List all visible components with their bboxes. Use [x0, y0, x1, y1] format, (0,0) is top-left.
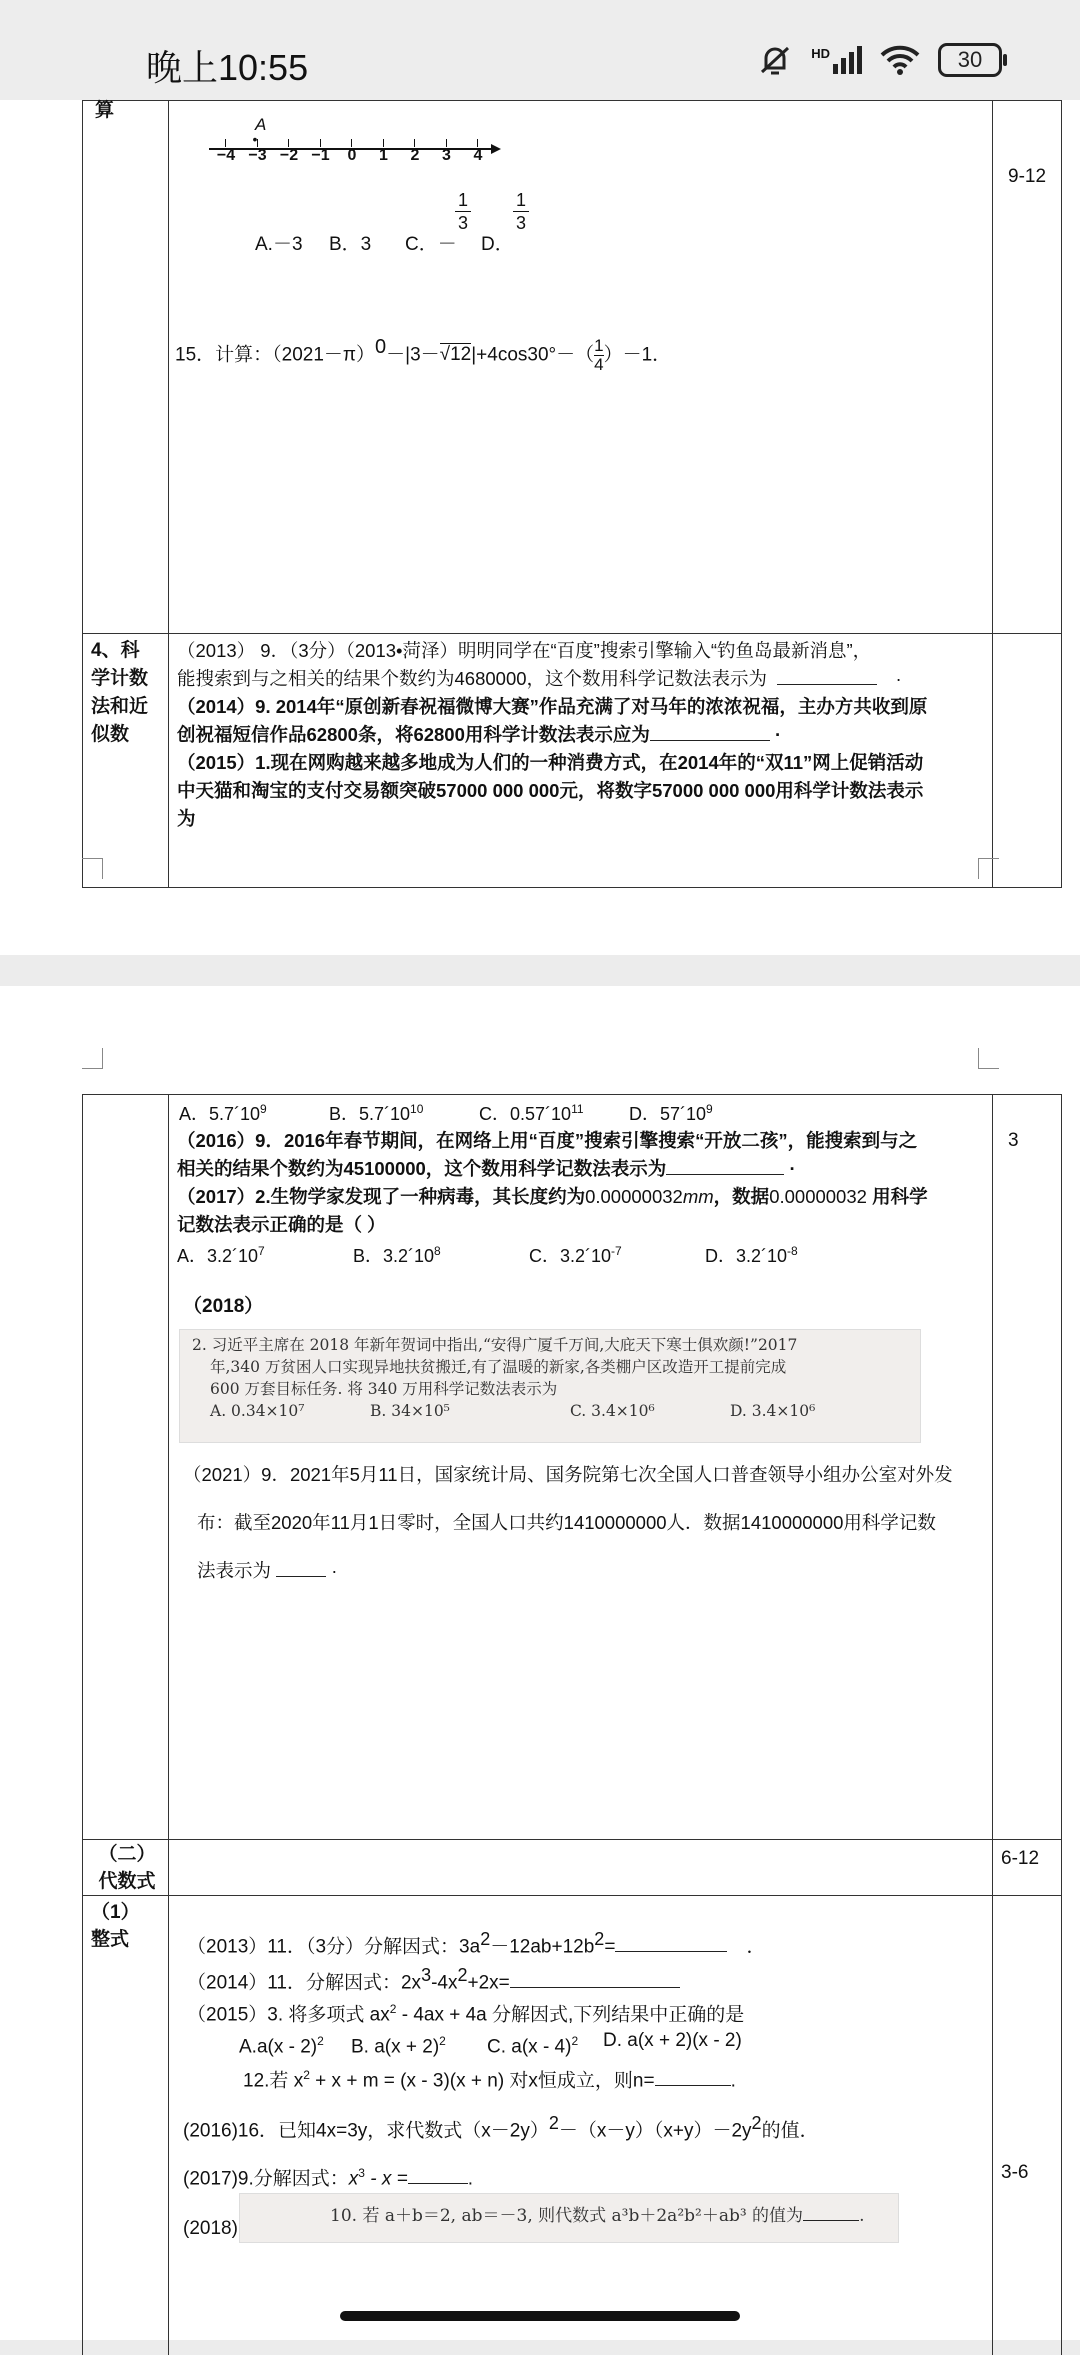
scan-line: 年,340 万贫困人口实现异地扶贫搬迁,有了温暖的新家,各类棚户区改造开工提前完成 [210, 1358, 787, 1376]
number-line-tick [225, 139, 226, 147]
q14-option-b: B．3 [329, 234, 372, 255]
q15-frac-num: 1 [594, 335, 604, 355]
section-4-label-line: 法和近 [91, 696, 149, 717]
table-page-1 [82, 100, 1062, 888]
difficulty-range-612: 6-12 [1001, 1848, 1040, 1869]
table-page-2 [82, 1094, 1062, 2355]
text-line: 创祝福短信作品62800条，将62800用科学计数法表示应为 · [177, 724, 782, 745]
number-line-tick [351, 139, 352, 147]
question-2021 [183, 1451, 953, 1595]
q-12-a: 12.若 x [243, 2070, 304, 2092]
difficulty-range-36: 3-6 [1001, 2162, 1029, 2183]
subsection-1-label [91, 1899, 140, 1953]
number-line-tick-label: 4 [473, 147, 483, 164]
number-line-tick-label: −1 [311, 147, 330, 164]
virus-length-unit: mm [682, 1186, 714, 1207]
text-line [177, 1183, 928, 1211]
status-icons [757, 42, 1002, 78]
option-2015-factor: A.a(x - 2)$^2$ [239, 2034, 324, 2058]
q15-expression: 15．计算：$(2021-\pi)^0-|3-√12|+4\cos 30^\circ-$（ $\frac{1}{4}$ ）－1． [175, 335, 672, 374]
status-bar [0, 0, 1080, 100]
section-4-label [91, 637, 148, 749]
mute-bell-icon [757, 42, 793, 78]
number-line-tick-label: −3 [248, 147, 267, 164]
difficulty-range-1: 9-12 [1008, 166, 1047, 187]
q15-rest: |+4cos30°－（ [471, 344, 595, 366]
number-line-tick [477, 139, 478, 147]
q14-option-d: D． [481, 234, 514, 255]
q15-text: 15．计算：（2021－π） [175, 344, 376, 366]
virus-length-value: 0.00000032 [585, 1186, 683, 1207]
text-line: 布：截至2020年11月1日零时，全国人口共约1410000000人．数据1410000000用科学记数 [197, 1512, 936, 1533]
section-4-label-line: 4、科 [91, 640, 140, 661]
section-2-label-line: 代数式 [98, 1871, 156, 1892]
text-line-2013: 能搜索到与之相关的结果个数约为4680000，这个数用科学记数法表示为 [177, 668, 768, 689]
text-line: 记数法表示正确的是（ ） [177, 1214, 386, 1235]
battery-icon [938, 43, 1002, 77]
text-line-2017-mid: ，数据 [713, 1186, 770, 1207]
scan-option: B. 34×10⁵ [370, 1402, 450, 1420]
number-line-tick [383, 139, 384, 147]
option-2015: C．$0.57´10^{11}$ [479, 1102, 584, 1124]
scan-line: 10. 若 a＋b＝2, ab＝－3, 则代数式 a³b＋2a²b²＋ab³ 的值为 [330, 2206, 804, 2226]
option-2015: D．$57´10^9$ [629, 1102, 713, 1124]
scan-line: 2. 习近平主席在 2018 年新年贺词中指出,“安得广厦千万间,大庇天下寒士俱欢颜!”2017 [192, 1336, 798, 1354]
q-2016-b: －（x－y）（x+y）－2y [558, 2120, 752, 2142]
option-2015: B．$5.7´10^{10}$ [329, 1102, 424, 1124]
q-2016-a: (2016)16．已知4x=3y，求代数式（x－2y） [183, 2120, 549, 2142]
scan-line: 600 万套目标任务. 将 340 万用科学记数法表示为 [210, 1380, 558, 1398]
q-2017-c: - x = [364, 2168, 408, 2190]
network-label: HD [811, 46, 830, 61]
number-line-tick [446, 139, 447, 147]
option-2017: B．$3.2´10^8$ [353, 1244, 441, 1266]
q15-exponent: 0 [375, 336, 387, 358]
text-line: （2015）1.现在网购越来越多地成为人们的一种消费方式，在2014年的“双11”网上促销活动 [177, 752, 924, 773]
number-line-tick [288, 139, 289, 147]
option-2015-factor: B. $a(x + 2)^2$ [351, 2034, 446, 2058]
number-line-tick-label: −2 [279, 147, 299, 164]
signal-icon [811, 46, 862, 74]
text-line: 能搜索到与之相关的结果个数约为4680000，这个数用科学记数法表示为 · [177, 668, 902, 689]
option-2017: C．$3.2´10^{-7}$ [529, 1244, 622, 1266]
number-line-tick-label: 3 [442, 147, 451, 164]
point-a-label: A [255, 115, 267, 134]
questions-2016-2017 [177, 1127, 928, 1239]
q14-option-a: A.－3 [255, 234, 303, 255]
number-line-tick-label: −4 [216, 147, 236, 164]
text-line: 相关的结果个数约为45100000，这个数用科学记数法表示为 · [177, 1158, 796, 1179]
fraction-c-den: 3 [455, 211, 471, 234]
q-2015-a: （2015）3. 将多项式 ax [187, 2004, 390, 2026]
scan-option: C. 3.4×10⁶ [570, 1402, 655, 1420]
fraction-d-num: 1 [515, 190, 526, 210]
q-2013-b: －12ab+12b [490, 1936, 595, 1958]
q-12-identity: 12.若 $x^2 + x + m = (x - 3)(x + n)$ 对x恒成立，则n= . [243, 2068, 736, 2092]
scan-options [180, 1400, 920, 1422]
text-line-2017-tail: 用科学 [872, 1186, 928, 1207]
section-4-label-line: 似数 [91, 724, 130, 745]
q-2017-b: x [348, 2168, 359, 2190]
year-2018-label: （2018） [183, 1296, 264, 1317]
number-line-tick [320, 139, 321, 147]
text-line: 法表示为 · [197, 1560, 338, 1581]
q-2013-end: ． [746, 1936, 766, 1958]
scan-option: D. 3.4×10⁶ [730, 1402, 816, 1420]
subsection-1-label-line: 整式 [91, 1929, 130, 1950]
q15-frac-den: 4 [594, 354, 604, 374]
home-indicator[interactable] [340, 2311, 740, 2321]
q-2014-b: -4x [431, 1972, 458, 1994]
option-2017: D．$3.2´10^{-8}$ [705, 1244, 798, 1266]
option-2015: A．$5.7´10^9$ [179, 1102, 267, 1124]
number-line-tick-label: 2 [410, 147, 420, 164]
option-2015-factor: C. a(x - 4)$^2$ [487, 2034, 579, 2058]
scanned-question-2018 [179, 1329, 921, 1443]
number-line-tick-label: 0 [347, 147, 357, 164]
text-line: （2014）9. 2014年“原创新春祝福微博大赛”作品充满了对马年的浓浓祝福，主办方共收到原 [177, 696, 928, 717]
q-2016-c: 的值． [761, 2120, 819, 2142]
text-line-2017: （2017）2.生物学家发现了一种病毒，其长度约为 [177, 1186, 586, 1207]
text-line-2021: 法表示为 [197, 1560, 272, 1581]
point-a-marker: • [252, 131, 258, 147]
document-page-1 [0, 100, 1080, 955]
scan-option: A. 0.34×10⁷ [210, 1402, 305, 1420]
q-2017-factor: (2017)9.分解因式：$x^3$ - x = . [183, 2166, 474, 2190]
q14-option-c: C．－ [405, 234, 457, 255]
q-2015-factor: （2015）3. 将多项式 $ax^2 - 4ax + 4a$ 分解因式,下列结果中正确的是 [187, 2002, 745, 2026]
option-2015-factor: D. a(x + 2)(x - 2) [603, 2030, 742, 2051]
text-line-2014: 创祝福短信作品62800条，将62800用科学计数法表示应为 [177, 724, 650, 745]
text-line: 中天猫和淘宝的支付交易额突破57000 000 000元，将数字57000 000 000用科学计数法表示 [177, 780, 924, 801]
section-4-body [177, 637, 927, 833]
number-line-tick-label: 1 [379, 147, 388, 164]
q-2018-label: (2018) [183, 2218, 238, 2239]
fraction-c [455, 189, 471, 234]
text-line: （2016）9．2016年春节期间，在网络上用“百度”搜索引擎搜索“开放二孩”，能搜索到与之 [177, 1130, 918, 1151]
page-corner-mark [978, 858, 999, 879]
section-4-label-line: 学计数 [91, 668, 149, 689]
difficulty-range-3: 3 [1008, 1130, 1019, 1151]
scanned-question-2018-algebra: 10. 若 a＋b＝2, ab＝－3, 则代数式 a³b＋2a²b²＋ab³ 的值为 . [239, 2193, 899, 2243]
q-2017-a: (2017)9.分解因式： [183, 2168, 349, 2190]
section-2-label [91, 1841, 163, 1895]
section-label-calc: 算 [95, 100, 115, 121]
option-2017: A．$3.2´10^7$ [177, 1244, 265, 1266]
q-2015-rest: - 4ax + 4a 分解因式,下列结果中正确的是 [396, 2004, 745, 2026]
battery-level: 30 [957, 47, 983, 72]
section-2-label-line: （二） [98, 1844, 156, 1865]
page-corner-mark [82, 858, 103, 879]
page-corner-mark [82, 1048, 103, 1069]
status-time: 晚上10:55 [146, 47, 309, 88]
q-12-b: + x + m = (x - 3)(x + n) 对x恒成立，则n= [309, 2070, 655, 2092]
document-page-2 [0, 986, 1080, 2340]
q-2013-factor: （2013）11．（3分）分解因式：$3a^2-12ab+12b^2=$ ． [187, 1929, 766, 1958]
q-2013-a: （2013）11．（3分）分解因式：3a [187, 1936, 481, 1958]
text-line: （2021）9．2021年5月11日，国家统计局、国务院第七次全国人口普查领导小组办公室对外发 [183, 1464, 953, 1485]
q-2014-c: +2x= [467, 1972, 510, 1994]
q-2016-algebra: (2016)16．已知4x=3y，求代数式$(x-2y)^2-(x-y)(x+y)-2y^2$的值． [183, 2113, 819, 2142]
fraction-d-den: 3 [513, 211, 529, 234]
wifi-icon [880, 44, 920, 76]
text-line-2016: 相关的结果个数约为45100000，这个数用科学记数法表示为 [177, 1158, 667, 1179]
q-2013-c: = [604, 1936, 616, 1958]
virus-length-value-2: 0.00000032 [769, 1186, 867, 1207]
q15-sqrt: 12 [450, 344, 472, 366]
q15-end: ）－1． [603, 344, 672, 366]
text-line: （2013） 9．（3分）（2013•菏泽）明明同学在“百度”搜索引擎输入“钓鱼岛最新消息”， [177, 640, 872, 661]
fraction-c-num: 1 [457, 190, 468, 210]
fraction-d [513, 189, 529, 234]
text-line: 为 [177, 808, 196, 829]
q15-mid: －|3－ [386, 344, 440, 366]
q-2014-factor: （2014）11．分解因式：$2x^3-4x^2+2x=$ [187, 1961, 680, 1997]
page-corner-mark [978, 1048, 999, 1069]
q-2014-a: （2014）11．分解因式：2x [187, 1972, 422, 1994]
number-line-tick [414, 139, 415, 147]
subsection-1-label-line: （1） [91, 1902, 140, 1923]
